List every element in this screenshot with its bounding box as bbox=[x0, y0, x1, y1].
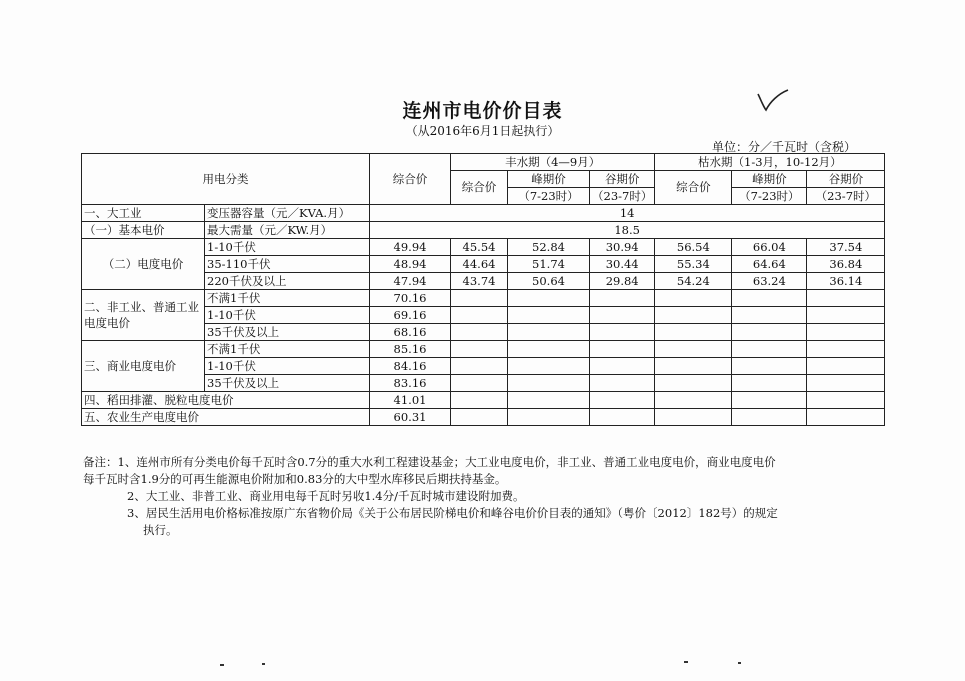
header-wet-peak: 峰期价 bbox=[508, 171, 590, 188]
header-dry-valley-hours: （23-7时） bbox=[807, 188, 885, 205]
row-transformer: 变压器容量（元／KVA.月） bbox=[205, 205, 370, 222]
energy-dry-peak: 63.24 bbox=[732, 273, 807, 290]
commercial-total: 85.16 bbox=[370, 341, 451, 358]
energy-dry-valley: 37.54 bbox=[807, 239, 885, 256]
header-dry-combined: 综合价 bbox=[655, 171, 732, 205]
energy-wet-total: 43.74 bbox=[451, 273, 508, 290]
header-wet-peak-hours: （7-23时） bbox=[508, 188, 590, 205]
price-table bbox=[81, 153, 885, 426]
header-category: 用电分类 bbox=[82, 154, 370, 205]
scan-mark bbox=[738, 662, 741, 664]
energy-dry-peak: 66.04 bbox=[732, 239, 807, 256]
energy-dry-total: 56.54 bbox=[655, 239, 732, 256]
row-energy-price: （二）电度电价 bbox=[82, 239, 205, 290]
energy-wet-total: 45.54 bbox=[451, 239, 508, 256]
document-title: 连州市电价价目表 bbox=[402, 100, 563, 122]
commercial-label: 1-10千伏 bbox=[205, 358, 370, 375]
agriculture-total: 60.31 bbox=[370, 409, 451, 426]
header-wet-valley: 谷期价 bbox=[590, 171, 655, 188]
energy-wet-peak: 51.74 bbox=[508, 256, 590, 273]
row-irrigation: 四、稻田排灌、脱粒电度电价 bbox=[82, 392, 370, 409]
note-1: 备注：1、连州市所有分类电价每千瓦时含0.7分的重大水利工程建设基金；大工业电度电价，非工业、普通工业电度电价，商业电度电价 bbox=[83, 455, 776, 469]
energy-wet-valley: 29.84 bbox=[590, 273, 655, 290]
scan-mark bbox=[684, 661, 688, 663]
energy-dry-peak: 64.64 bbox=[732, 256, 807, 273]
non-industry-label: 不满1千伏 bbox=[205, 290, 370, 307]
energy-total: 47.94 bbox=[370, 273, 451, 290]
value-transformer: 14 bbox=[370, 205, 885, 222]
header-combined: 综合价 bbox=[370, 154, 451, 205]
energy-label: 220千伏及以上 bbox=[205, 273, 370, 290]
note-1-continued: 每千瓦时含1.9分的可再生能源电价附加和0.83分的大中型水库移民后期扶持基金。 bbox=[83, 472, 507, 486]
header-wet-combined: 综合价 bbox=[451, 171, 508, 205]
energy-wet-peak: 52.84 bbox=[508, 239, 590, 256]
irrigation-total: 41.01 bbox=[370, 392, 451, 409]
value-max-demand: 18.5 bbox=[370, 222, 885, 239]
header-dry-valley: 谷期价 bbox=[807, 171, 885, 188]
header-dry-peak: 峰期价 bbox=[732, 171, 807, 188]
energy-wet-total: 44.64 bbox=[451, 256, 508, 273]
row-basic-price: （一）基本电价 bbox=[82, 222, 205, 239]
header-wet-season: 丰水期（4—9月） bbox=[451, 154, 655, 171]
non-industry-total: 70.16 bbox=[370, 290, 451, 307]
note-3: 3、居民生活用电价格标准按原广东省物价局《关于公布居民阶梯电价和峰谷电价价目表的通知》（粤价〔2012〕182号）的规定 bbox=[127, 506, 778, 520]
row-non-industry: 二、非工业、普通工业电度电价 bbox=[82, 290, 205, 341]
energy-label: 35-110千伏 bbox=[205, 256, 370, 273]
header-dry-peak-hours: （7-23时） bbox=[732, 188, 807, 205]
non-industry-total: 69.16 bbox=[370, 307, 451, 324]
row-agriculture: 五、农业生产电度电价 bbox=[82, 409, 370, 426]
commercial-total: 84.16 bbox=[370, 358, 451, 375]
energy-dry-valley: 36.14 bbox=[807, 273, 885, 290]
commercial-label: 35千伏及以上 bbox=[205, 375, 370, 392]
energy-wet-valley: 30.44 bbox=[590, 256, 655, 273]
energy-wet-peak: 50.64 bbox=[508, 273, 590, 290]
energy-total: 48.94 bbox=[370, 256, 451, 273]
scan-mark bbox=[220, 664, 224, 666]
notes-section bbox=[83, 454, 883, 539]
row-max-demand: 最大需量（元／KW.月） bbox=[205, 222, 370, 239]
energy-total: 49.94 bbox=[370, 239, 451, 256]
commercial-total: 83.16 bbox=[370, 375, 451, 392]
energy-label: 1-10千伏 bbox=[205, 239, 370, 256]
unit-label: 单位：分／千瓦时（含税） bbox=[712, 140, 857, 154]
energy-dry-total: 55.34 bbox=[655, 256, 732, 273]
scan-mark bbox=[262, 663, 265, 665]
effective-date: （从2016年6月1日起执行） bbox=[405, 124, 560, 138]
header-dry-season: 枯水期（1-3月，10-12月） bbox=[655, 154, 885, 171]
note-2: 2、大工业、非普工业、商业用电每千瓦时另收1.4分/千瓦时城市建设附加费。 bbox=[127, 489, 525, 503]
header-wet-valley-hours: （23-7时） bbox=[590, 188, 655, 205]
commercial-label: 不满1千伏 bbox=[205, 341, 370, 358]
non-industry-total: 68.16 bbox=[370, 324, 451, 341]
note-3-continued: 执行。 bbox=[143, 523, 178, 537]
row-commercial: 三、商业电度电价 bbox=[82, 341, 205, 392]
energy-wet-valley: 30.94 bbox=[590, 239, 655, 256]
energy-dry-valley: 36.84 bbox=[807, 256, 885, 273]
row-large-industry: 一、大工业 bbox=[82, 205, 205, 222]
non-industry-label: 1-10千伏 bbox=[205, 307, 370, 324]
non-industry-label: 35千伏及以上 bbox=[205, 324, 370, 341]
energy-dry-total: 54.24 bbox=[655, 273, 732, 290]
